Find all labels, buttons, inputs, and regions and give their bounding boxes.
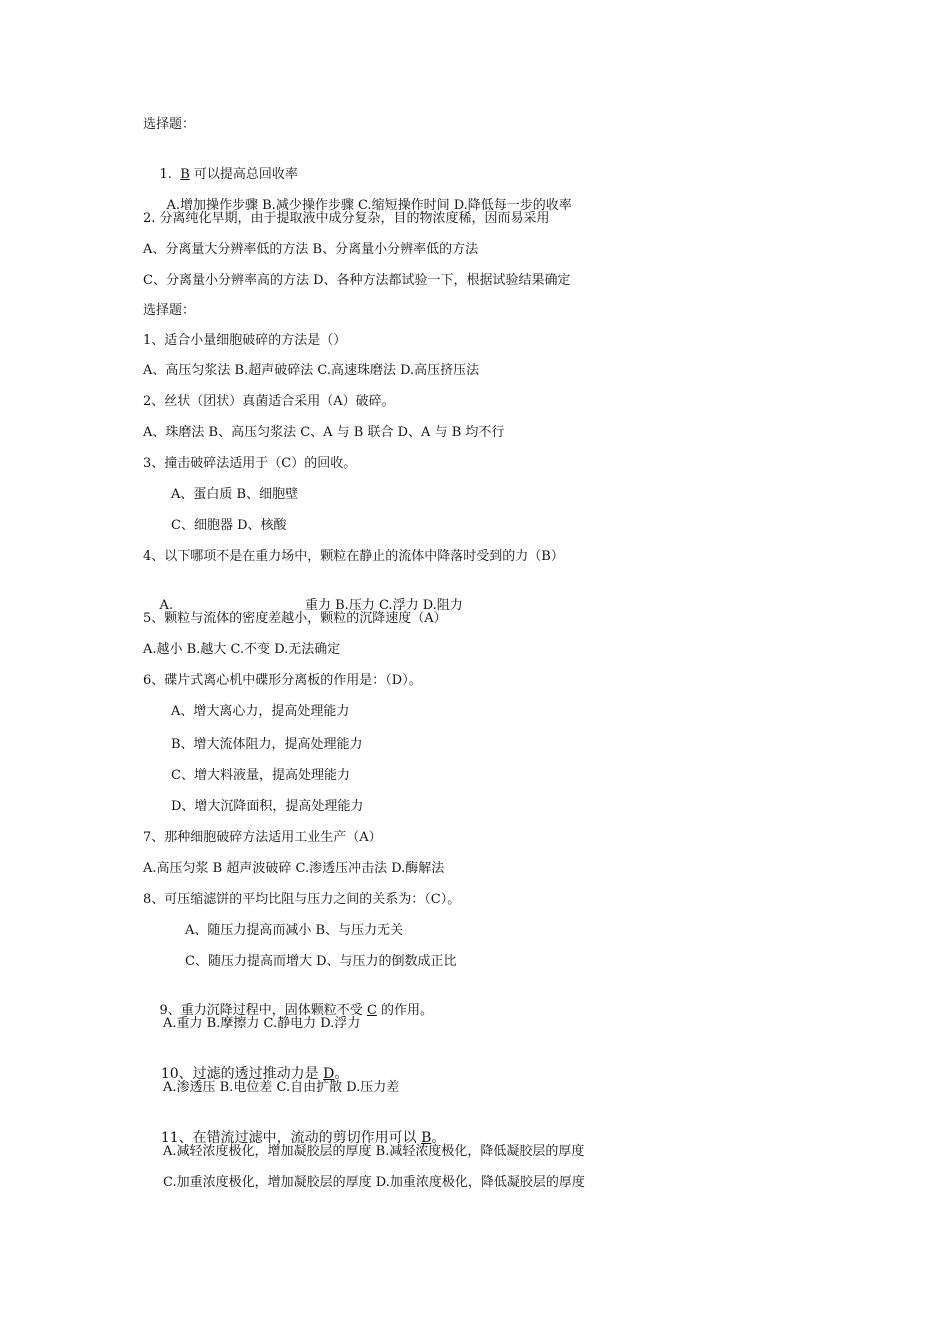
question-s8-options-ab: A、随压力提高而减小 B、与压力无关 (185, 923, 404, 938)
question-text: 9、重力沉降过程中，固体颗粒不受 (159, 1003, 367, 1018)
section-heading: 选择题： (143, 303, 196, 318)
question-s9-options: A.重力 B.摩擦力 C.静电力 D.浮力 (163, 1016, 361, 1031)
options-text: 重力 B.压力 C.浮力 D.阻力 (305, 598, 463, 613)
answer-blank: D (323, 1066, 335, 1082)
question-text: 。 (431, 1130, 446, 1146)
question-2-options-cd: C、分离量小分辨率高的方法 D、各种方法都试验一下，根据试验结果确定 (143, 273, 571, 288)
question-1 (143, 148, 298, 182)
question-s6-option-d: D、增大沉降面积，提高处理能力 (171, 799, 364, 814)
question-s8: 8、可压缩滤饼的平均比阻与压力之间的关系为：（C）。 (143, 892, 461, 907)
question-s2: 2、丝状（团状）真菌适合采用（A）破碎。 (143, 394, 395, 409)
question-text: 可以提高总回收率 (189, 167, 298, 182)
question-s1: 1、适合小量细胞破碎的方法是（） (143, 333, 347, 348)
question-s1-options: A、高压匀浆法 B.超声破碎法 C.高速珠磨法 D.高压挤压法 (143, 363, 480, 378)
question-1-options (150, 179, 572, 213)
option-a-label: A. (166, 198, 181, 213)
question-text: 的作用。 (376, 1003, 434, 1018)
question-s6-option-b: B、增大流体阻力，提高处理能力 (171, 737, 363, 752)
question-s7-options: A.高压匀浆 B 超声波破碎 C.渗透压冲击法 D.酶解法 (143, 861, 445, 876)
question-s5: 5、颗粒与流体的密度差越小，颗粒的沉降速度（A） (143, 611, 447, 626)
question-s9 (143, 984, 434, 1018)
question-2: 2. 分离纯化早期，由于提取液中成分复杂，目的物浓度稀，因而易采用 (143, 211, 550, 226)
option-a-label: A. (159, 598, 174, 613)
answer-blank: B (421, 1130, 432, 1146)
question-s4: 4、以下哪项不是在重力场中，颗粒在静止的流体中降落时受到的力（B） (143, 549, 564, 564)
question-text: 。 (334, 1066, 349, 1082)
question-s11 (143, 1111, 446, 1146)
question-s10 (143, 1047, 349, 1082)
question-2-options-ab: A、分离量大分辨率低的方法 B、分离量小分辨率低的方法 (143, 242, 479, 257)
question-s4-options (143, 579, 463, 613)
question-s5-options: A.越小 B.越大 C.不变 D.无法确定 (143, 642, 341, 657)
question-s10-options: A.渗透压 B.电位差 C.自由扩散 D.压力差 (163, 1080, 400, 1095)
section-heading: 选择题： (143, 117, 196, 132)
question-text: 11、在错流过滤中，流动的剪切作用可以 (160, 1130, 422, 1146)
question-s6-option-a: A、增大离心力，提高处理能力 (171, 704, 350, 719)
question-s6-option-c: C、增大料液量，提高处理能力 (171, 768, 350, 783)
question-s3-options-ab: A、蛋白质 B、细胞壁 (171, 487, 299, 502)
answer-blank: C (366, 1003, 377, 1018)
question-s6: 6、碟片式离心机中碟形分离板的作用是：（D）。 (143, 673, 422, 688)
question-s8-options-cd: C、随压力提高而增大 D、与压力的倒数成正比 (185, 954, 457, 969)
question-s11-options-cd: C.加重浓度极化，增加凝胶层的厚度 D.加重浓度极化，降低凝胶层的厚度 (163, 1175, 585, 1190)
answer-blank: B (180, 167, 190, 182)
question-s3-options-cd: C、细胞器 D、核酸 (171, 518, 287, 533)
question-s7: 7、那种细胞破碎方法适用工业生产（A） (143, 830, 382, 845)
question-text: 10、过滤的透过推动力是 (160, 1066, 324, 1082)
options-text: 增加操作步骤 B.减少操作步骤 C.缩短操作时间 D.降低每一步的收率 (180, 198, 572, 213)
question-s2-options: A、珠磨法 B、高压匀浆法 C、A 与 B 联合 D、A 与 B 均不行 (143, 425, 505, 440)
question-s3: 3、撞击破碎法适用于（C）的回收。 (143, 456, 357, 471)
question-s11-options-ab: A.减轻浓度极化，增加凝胶层的厚度 B.减轻浓度极化，降低凝胶层的厚度 (163, 1144, 585, 1159)
question-number: 1. (159, 167, 181, 182)
